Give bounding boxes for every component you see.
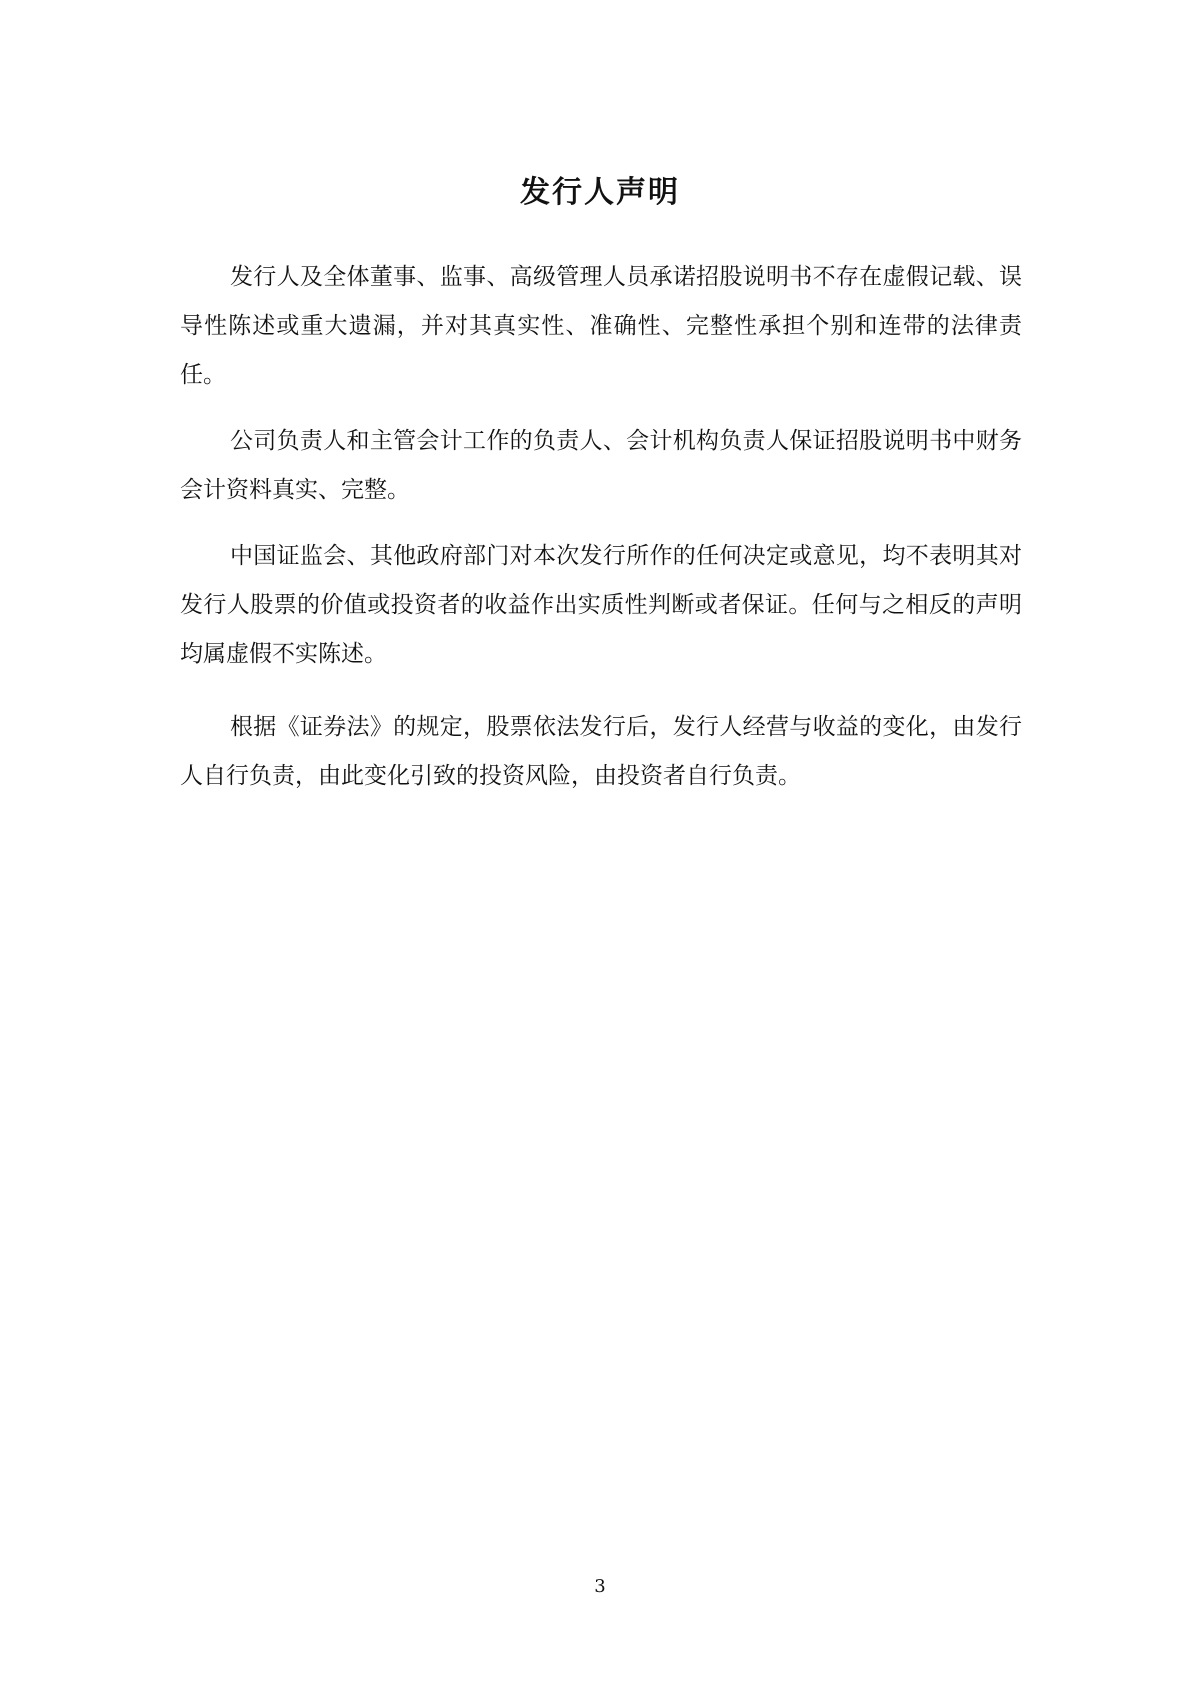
paragraph-securities-law-risk: 根据《证券法》的规定，股票依法发行后，发行人经营与收益的变化，由发行人自行负责，由此变化引致的投资风险，由投资者自行负责。 xyxy=(180,714,1022,789)
paragraph-directors-commitment: 发行人及全体董事、监事、高级管理人员承诺招股说明书不存在虚假记载、误导性陈述或重大遗漏，并对其真实性、准确性、完整性承担个别和连带的法律责任。 xyxy=(180,264,1022,388)
page-title: 发行人声明 xyxy=(520,175,680,210)
page-number: 3 xyxy=(594,1576,606,1597)
paragraph-financial-assurance: 公司负责人和主管会计工作的负责人、会计机构负责人保证招股说明书中财务会计资料真实、完整。 xyxy=(180,428,1022,503)
statement-body xyxy=(180,253,1022,818)
paragraph-regulator-disclaimer: 中国证监会、其他政府部门对本次发行所作的任何决定或意见，均不表明其对发行人股票的价值或投资者的收益作出实质性判断或者保证。任何与之相反的声明均属虚假不实陈述。 xyxy=(180,543,1022,667)
